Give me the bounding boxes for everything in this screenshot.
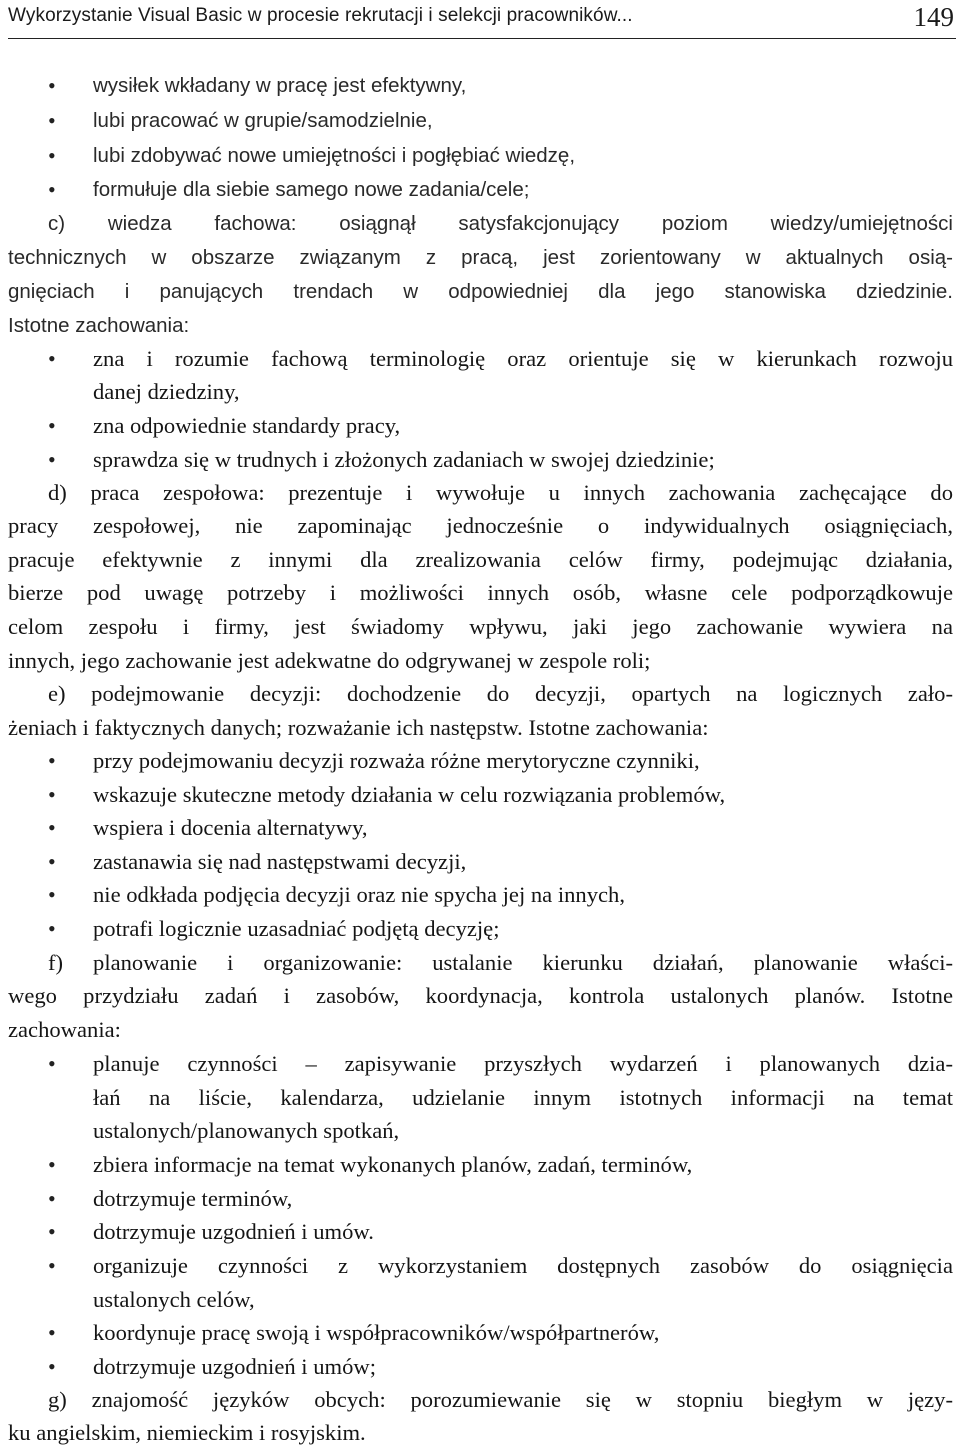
list-item: wspiera i docenia alternatywy, xyxy=(93,815,368,840)
bullet-marker: • xyxy=(48,1152,56,1177)
list-item: sprawdza się w trudnych i złożonych zadaniach w swojej dziedzinie; xyxy=(93,447,715,472)
bullet-marker: • xyxy=(48,143,56,168)
paragraph-line: ku angielskim, niemieckim i rosyjskim. xyxy=(8,1420,366,1445)
list-item: wysiłek wkładany w pracę jest efektywny, xyxy=(93,74,467,97)
bullet-marker: • xyxy=(48,413,56,438)
list-item: zna i rozumie fachową terminologię oraz orientuje się w kierunkach rozwoju xyxy=(93,346,953,371)
section-d-heading: d) praca zespołowa: prezentuje i wywołuje u innych zachowania zachęcające do xyxy=(48,480,953,505)
list-item-continuation: łań na liście, kalendarza, udzielanie innym istotnych informacji na temat xyxy=(93,1085,953,1110)
bullet-marker: • xyxy=(48,815,56,840)
list-item-continuation: ustalonych/planowanych spotkań, xyxy=(93,1118,400,1143)
section-e-heading: e) podejmowanie decyzji: dochodzenie do decyzji, opartych na logicznych zało- xyxy=(48,681,953,706)
list-item-continuation: danej dziedziny, xyxy=(93,379,240,404)
bullet-marker: • xyxy=(48,748,56,773)
list-item: organizuje czynności z wykorzystaniem dostępnych zasobów do osiągnięcia xyxy=(93,1253,953,1278)
running-title: Wykorzystanie Visual Basic w procesie rekrutacji i selekcji pracowników... xyxy=(8,5,633,26)
section-g-heading: g) znajomość języków obcych: porozumiewanie się w stopniu biegłym w języ- xyxy=(48,1387,953,1412)
bullet-marker: • xyxy=(48,108,56,133)
bullet-marker: • xyxy=(48,447,56,472)
list-item: zna odpowiednie standardy pracy, xyxy=(93,413,401,438)
page-number: 149 xyxy=(913,2,954,32)
list-item-continuation: ustalonych celów, xyxy=(93,1287,255,1312)
paragraph-line: Istotne zachowania: xyxy=(8,314,190,337)
section-c-heading: c) wiedza fachowa: osiągnął satysfakcjonujący poziom wiedzy/umiejętności xyxy=(48,212,953,235)
bullet-marker: • xyxy=(48,1253,56,1278)
paragraph-line: pracuje efektywnie z innymi dla zrealizowania celów firmy, podejmując działania, xyxy=(8,547,953,572)
bullet-marker: • xyxy=(48,882,56,907)
paragraph-line: innych, jego zachowanie jest adekwatne do odgrywanej w zespole roli; xyxy=(8,648,651,673)
list-item: przy podejmowaniu decyzji rozważa różne merytoryczne czynniki, xyxy=(93,748,700,773)
paragraph-line: gnięciach i panujących trendach w odpowiedniej dla jego stanowiska dziedzinie. xyxy=(8,280,953,303)
paragraph-line: celom zespołu i firmy, jest świadomy wpływu, jaki jego zachowanie wywiera na xyxy=(8,614,953,639)
list-item: wskazuje skuteczne metody działania w celu rozwiązania problemów, xyxy=(93,782,726,807)
list-item: zastanawia się nad następstwami decyzji, xyxy=(93,849,467,874)
list-item: potrafi logicznie uzasadniać podjętą decyzję; xyxy=(93,916,500,941)
bullet-marker: • xyxy=(48,73,56,98)
list-item: koordynuje pracę swoją i współpracowników/współpartnerów, xyxy=(93,1320,660,1345)
bullet-marker: • xyxy=(48,849,56,874)
bullet-marker: • xyxy=(48,1186,56,1211)
bullet-marker: • xyxy=(48,1219,56,1244)
list-item: formułuje dla siebie samego nowe zadania/cele; xyxy=(93,178,530,201)
paragraph-line: bierze pod uwagę potrzeby i możliwości innych osób, własne cele podporządkowuje xyxy=(8,580,953,605)
list-item: dotrzymuje uzgodnień i umów; xyxy=(93,1354,376,1379)
list-item: zbiera informacje na temat wykonanych planów, zadań, terminów, xyxy=(93,1152,693,1177)
list-item: lubi pracować w grupie/samodzielnie, xyxy=(93,109,433,132)
list-item: nie odkłada podjęcia decyzji oraz nie spycha jej na innych, xyxy=(93,882,625,907)
paragraph-line: technicznych w obszarze związanym z pracą, jest zorientowany w aktualnych osią- xyxy=(8,246,953,269)
bullet-marker: • xyxy=(48,1354,56,1379)
bullet-marker: • xyxy=(48,177,56,202)
paragraph-line: żeniach i faktycznych danych; rozważanie ich następstw. Istotne zachowania: xyxy=(8,715,709,740)
list-item: planuje czynności – zapisywanie przyszłych wydarzeń i planowanych dzia- xyxy=(93,1051,953,1076)
paragraph-line: wego przydziału zadań i zasobów, koordynacja, kontrola ustalonych planów. Istotne xyxy=(8,983,953,1008)
list-item: dotrzymuje uzgodnień i umów. xyxy=(93,1219,374,1244)
list-item: lubi zdobywać nowe umiejętności i pogłębiać wiedzę, xyxy=(93,144,576,167)
bullet-marker: • xyxy=(48,916,56,941)
paragraph-line: pracy zespołowej, nie zapominając jednocześnie o indywidualnych osiągnięciach, xyxy=(8,513,953,538)
bullet-marker: • xyxy=(48,1320,56,1345)
bullet-marker: • xyxy=(48,1051,56,1076)
list-item: dotrzymuje terminów, xyxy=(93,1186,293,1211)
section-f-heading: f) planowanie i organizowanie: ustalanie kierunku działań, planowanie właści- xyxy=(48,950,953,975)
paragraph-line: zachowania: xyxy=(8,1017,121,1042)
bullet-marker: • xyxy=(48,782,56,807)
bullet-marker: • xyxy=(48,346,56,371)
